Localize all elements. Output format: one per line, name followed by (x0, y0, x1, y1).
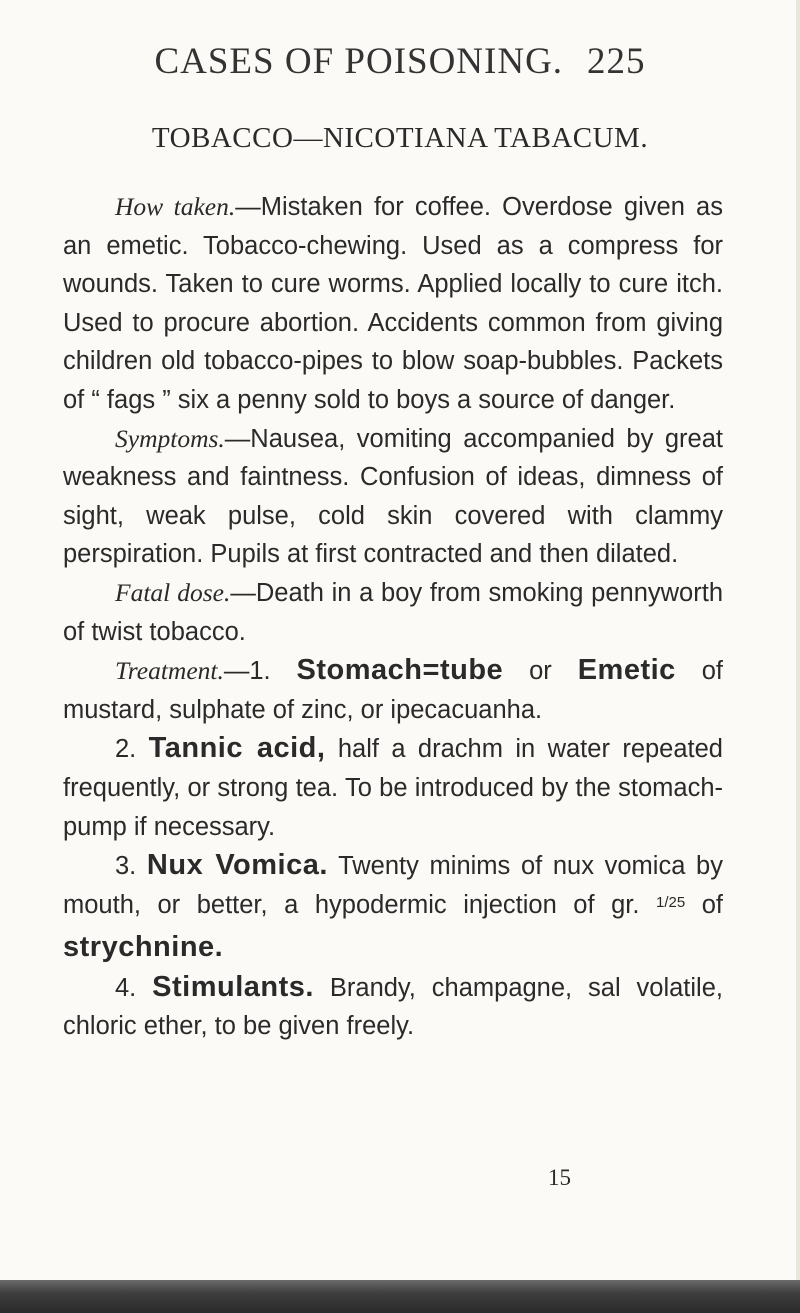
signature-mark: 15 (548, 1165, 571, 1190)
treatment-3-bold-2: strychnine. (63, 931, 224, 964)
lead-how-taken: How taken. (115, 192, 236, 221)
lead-treatment: Treatment. (115, 656, 224, 686)
dose-fraction: 1/25 (655, 893, 686, 911)
section-title: TOBACCO—NICOTIANA TABACUM. (151, 122, 649, 154)
treatment-1-prefix: —1. (223, 657, 297, 686)
page-edge (796, 0, 800, 1280)
paragraph-treatment-1 (63, 651, 723, 729)
running-head-title: CASES OF POISONING. (154, 41, 564, 82)
text-fatal-dose: —Death in a boy from smoking pennyworth of twist tobacco. (63, 578, 723, 646)
lead-symptoms: Symptoms. (115, 423, 225, 453)
treatment-3-of: of (685, 890, 723, 919)
treatment-4-text: Brandy, champagne, sal volatile, chloric ether, to be given freely. (63, 973, 723, 1041)
treatment-1-mid: or (503, 657, 578, 686)
treatment-2-bold: Tannic acid, (148, 732, 326, 765)
paragraph-symptoms (63, 420, 723, 574)
lead-fatal-dose: Fatal dose. (115, 577, 231, 607)
treatment-4-prefix: 4. (115, 973, 153, 1002)
treatment-2-text: half a drachm in water repeated frequently, or strong tea. To be introduced by the stomach-pump if necessary. (63, 735, 723, 841)
scan-bottom-edge (0, 1280, 800, 1313)
treatment-4-bold: Stimulants. (152, 970, 314, 1003)
text-how-taken: —Mistaken for coffee. Overdose given as an emetic. Tobacco-chewing. Used as a compress for wounds. Taken to cure worms. Applied locally to cure itch. Used to procure abortion. Accidents common from giving children old tobacco-pipes to blow soap-bubbles. Packets of “ fags ” six a penny sold to boys a source of danger. (63, 193, 723, 414)
treatment-3-prefix: 3. (115, 852, 147, 881)
running-head (0, 40, 800, 83)
text-symptoms: —Nausea, vomiting accompanied by great weakness and faintness. Confusion of ideas, dimness of sight, weak pulse, cold skin covered with clammy perspiration. Pupils at first contracted and then dilated. (63, 424, 723, 569)
treatment-2-prefix: 2. (115, 735, 149, 764)
treatment-3-bold: Nux Vomica. (146, 849, 328, 882)
treatment-1-bold: Stomach=tube (296, 654, 504, 687)
treatment-1-text: of mustard, sulphate of zinc, or ipecacuanha. (63, 657, 723, 724)
treatment-3-text: Twenty minims of nux vomica by mouth, or better, a hypodermic injection of gr. (63, 852, 723, 919)
paragraph-treatment-3 (63, 846, 723, 968)
paragraph-treatment-4 (63, 968, 723, 1046)
treatment-1-bold-2: Emetic (577, 654, 676, 687)
paragraph-fatal-dose (63, 574, 723, 651)
paragraph-how-taken (63, 188, 723, 420)
page-number: 225 (587, 41, 646, 82)
body-text (63, 188, 723, 1046)
paragraph-treatment-2 (63, 729, 723, 846)
